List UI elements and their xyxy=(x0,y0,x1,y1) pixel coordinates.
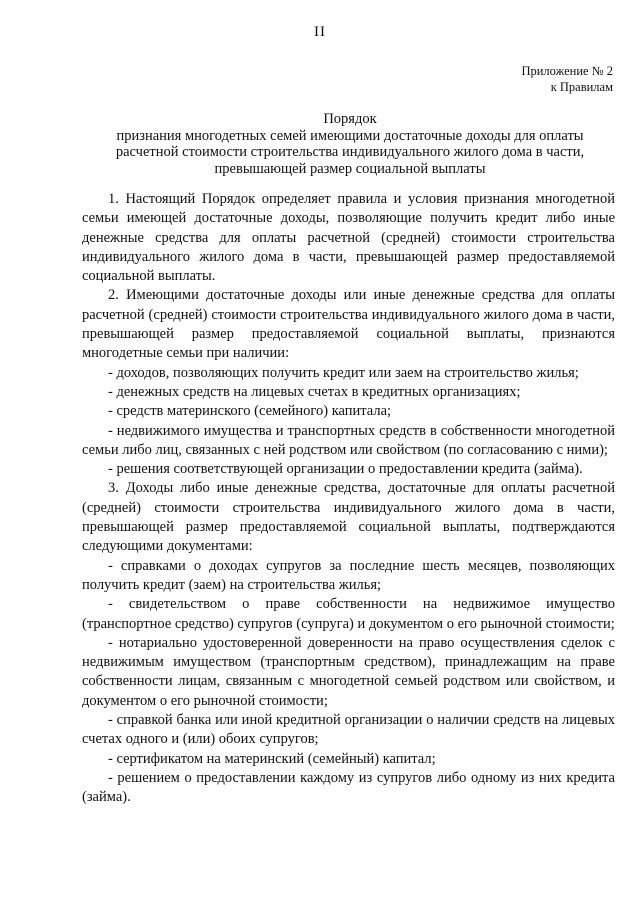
list-item: - решением о предоставлении каждому из супругов либо одному из них кредита (займа). xyxy=(82,769,615,806)
appendix-line-1: Приложение № 2 xyxy=(521,64,613,78)
list-item: - свидетельством о праве собственности на недвижимое имущество (транспортное средство) супругов (супруга) и документом о его рыночной стоимости; xyxy=(82,596,615,632)
title-line-3: расчетной стоимости строительства индивидуального жилого дома в части, xyxy=(115,144,585,160)
document-body xyxy=(82,190,615,808)
title-line-1: Порядок xyxy=(323,111,377,127)
paragraph-3: 3. Доходы либо иные денежные средства, достаточные для оплаты расчетной (средней) стоимости строительства индивидуального жилого дома в части, превышающей размер предоставляемой социальной выплаты, подтверждаются следующими документами: xyxy=(82,480,615,555)
paragraph-2: 2. Имеющими достаточные доходы или иные денежные средства для оплаты расчетной (средней) стоимости строительства индивидуального жилого дома в части, превышающей размер предоставляемой социальной выплаты, признаются многодетные семьи при наличии: xyxy=(82,287,615,362)
list-item: - справками о доходах супругов за последние шесть месяцев, позволяющих получить кредит (заем) на строительства жилья; xyxy=(82,557,615,593)
title-line-4: превышающей размер социальной выплаты xyxy=(214,160,486,177)
paragraph-1: 1. Настоящий Порядок определяет правила и условия признания многодетной семьи имеющей достаточные доходы, позволяющие получить кредит либо иные денежные средства для оплаты расчетной (средней) стоимости строительства индивидуального жилого дома в части, превышающей размер предоставляемой социальной выплаты. xyxy=(82,191,615,285)
list-item: - денежных средств на лицевых счетах в кредитных организациях; xyxy=(108,383,521,400)
list-item: - сертификатом на материнский (семейный) капитал; xyxy=(108,750,436,767)
title-line-2: признания многодетных семей имеющими достаточные доходы для оплаты xyxy=(116,127,584,144)
list-item: - решения соответствующей организации о предоставлении кредита (займа). xyxy=(108,461,583,478)
page-number: II xyxy=(314,24,326,40)
list-item: - нотариально удостоверенной доверенности на право осуществления сделок с недвижимым имуществом (транспортным средством), принадлежащим на праве собственности лицам, связанным с многодетной семьей родством или свойством, и документом о его рыночной стоимости; xyxy=(82,634,615,709)
list-item: - справкой банка или иной кредитной организации о наличии средств на лицевых счетах одного и (или) обоих супругов; xyxy=(82,712,615,748)
appendix-reference xyxy=(521,63,613,95)
document-title xyxy=(70,111,630,177)
list-item: - средств материнского (семейного) капитала; xyxy=(108,403,392,420)
appendix-line-2: к Правилам xyxy=(550,80,613,94)
list-item: - недвижимого имущества и транспортных средств в собственности многодетной семьи либо лиц, связанных с ней родством или свойством (по согласованию с ними); xyxy=(82,422,615,458)
list-item: - доходов, позволяющих получить кредит или заем на строительство жилья; xyxy=(108,364,579,381)
